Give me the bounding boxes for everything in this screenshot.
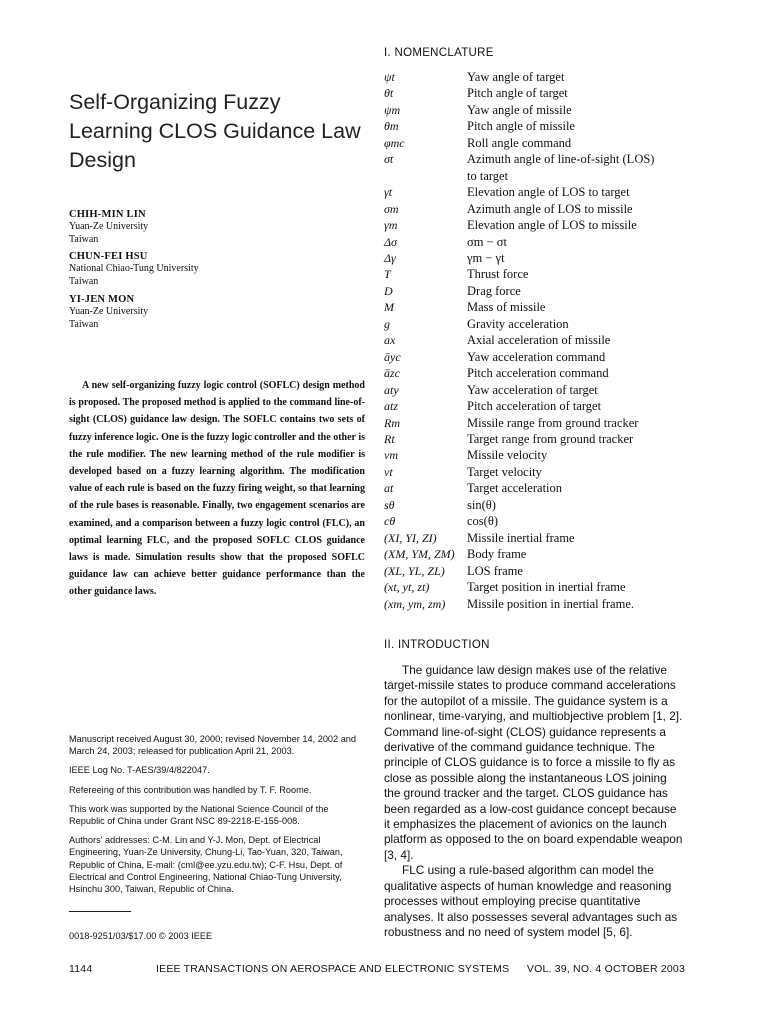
nomenclature-definition: Drag force xyxy=(467,283,521,298)
nomenclature-symbol: (XI, YI, ZI) xyxy=(384,530,437,545)
nomenclature-definition: Target acceleration xyxy=(467,481,563,496)
author-block xyxy=(69,250,359,288)
footnote-manuscript: Manuscript received August 30, 2000; revised November 14, 2002 and March 24, 2003; released for publication April 21, 2003. xyxy=(69,734,357,757)
nomenclature-definition: Missile range from ground tracker xyxy=(467,415,639,430)
nomenclature-row xyxy=(384,135,684,151)
nomenclature-row xyxy=(384,184,684,200)
nomenclature-row xyxy=(384,546,684,562)
nomenclature-definition: Target position in inertial frame xyxy=(467,580,626,595)
nomenclature-row xyxy=(384,579,684,595)
nomenclature-definition: Body frame xyxy=(467,547,527,562)
nomenclature-definition: Azimuth angle of LOS to missile xyxy=(467,201,633,216)
nomenclature-symbol: γt xyxy=(384,185,393,200)
nomenclature-row xyxy=(384,168,684,184)
author-block xyxy=(69,293,359,331)
nomenclature-symbol: θt xyxy=(384,86,394,101)
nomenclature-row xyxy=(384,234,684,250)
nomenclature-symbol: āyc xyxy=(384,349,401,364)
nomenclature-symbol: φmc xyxy=(384,135,405,150)
nomenclature-row xyxy=(384,316,684,332)
nomenclature-definition: Missile position in inertial frame. xyxy=(467,596,634,611)
nomenclature-row xyxy=(384,102,684,118)
nomenclature-definition: Gravity acceleration xyxy=(467,316,569,331)
nomenclature-row xyxy=(384,447,684,463)
nomenclature-symbol: Δγ xyxy=(384,250,396,265)
copyright-line: 0018-9251/03/$17.00 © 2003 IEEE xyxy=(69,931,213,941)
nomenclature-definition: LOS frame xyxy=(467,563,523,578)
footnote-addresses: Authors' addresses: C-M. Lin and Y-J. Mon, Dept. of Electrical Engineering, Yuan-Ze University, Chung-Li, Tao-Yuan, 320, Taiwan, Republic of China, E-mail: (cml@ee.yzu.edu.tw); C-F. Hsu, Dept. of Electrical and Control Engineering, National Chiao-Tung University, Hsinchu 300, Taiwan, Republic of China. xyxy=(69,835,343,895)
nomenclature-definition: σm − σt xyxy=(467,234,507,249)
nomenclature-row xyxy=(384,563,684,579)
nomenclature-symbol: aty xyxy=(384,382,399,397)
nomenclature-row xyxy=(384,464,684,480)
footnote-funding: This work was supported by the National Science Council of the Republic of China under Grant NSC 89-2218-E-155-008. xyxy=(69,803,329,827)
nomenclature-definition: γm − γt xyxy=(467,250,505,265)
nomenclature-row xyxy=(384,497,684,513)
footnote-divider xyxy=(69,911,131,912)
nomenclature-symbol: ax xyxy=(384,333,396,348)
nomenclature-symbol: D xyxy=(384,283,393,298)
author-country: Taiwan xyxy=(69,275,99,287)
nomenclature-symbol: M xyxy=(384,300,394,315)
nomenclature-symbol: Rm xyxy=(384,415,400,430)
author-affiliation: Yuan-Ze University xyxy=(69,221,149,232)
author-affiliation: Yuan-Ze University xyxy=(69,306,149,317)
nomenclature-row xyxy=(384,596,684,612)
nomenclature-row xyxy=(384,349,684,365)
nomenclature-row xyxy=(384,382,684,398)
nomenclature-definition: Pitch acceleration command xyxy=(467,366,609,381)
nomenclature-symbol: (XM, YM, ZM) xyxy=(384,547,455,562)
nomenclature-row xyxy=(384,299,684,315)
nomenclature-symbol: sθ xyxy=(384,497,395,512)
nomenclature-row xyxy=(384,513,684,529)
nomenclature-symbol: āzc xyxy=(384,366,400,381)
nomenclature-row xyxy=(384,69,684,85)
nomenclature-definition: Yaw angle of missile xyxy=(467,102,572,117)
nomenclature-definition: Pitch acceleration of target xyxy=(467,399,602,414)
nomenclature-row xyxy=(384,118,684,134)
nomenclature-row xyxy=(384,480,684,496)
intro-paragraph: FLC using a rule-based algorithm can model the qualitative aspects of human knowledge and reasoning processes without employing precise quantitative analyses. It also possesses several advantages such as robustness and no need of system model [5, 6]. xyxy=(384,863,678,939)
nomenclature-definition: Target velocity xyxy=(467,464,542,479)
nomenclature-definition: Azimuth angle of line-of-sight (LOS) xyxy=(467,152,655,167)
author-name: CHIH-MIN LIN xyxy=(69,209,146,220)
nomenclature-definition: Missile inertial frame xyxy=(467,530,575,545)
nomenclature-definition: Elevation angle of LOS to missile xyxy=(467,218,637,233)
nomenclature-definition: cos(θ) xyxy=(467,514,498,529)
nomenclature-row xyxy=(384,151,684,167)
author-country: Taiwan xyxy=(69,318,99,330)
volume-issue: VOL. 39, NO. 4 OCTOBER 2003 xyxy=(526,963,685,975)
section-heading-introduction: II. INTRODUCTION xyxy=(384,639,490,651)
nomenclature-row xyxy=(384,283,684,299)
nomenclature-symbol: Δσ xyxy=(384,234,397,249)
nomenclature-row xyxy=(384,250,684,266)
page-number: 1144 xyxy=(69,963,93,975)
nomenclature-definition: Roll angle command xyxy=(467,135,572,150)
nomenclature-definition: Pitch angle of missile xyxy=(467,119,575,134)
nomenclature-row xyxy=(384,415,684,431)
nomenclature-symbol: vm xyxy=(384,448,398,463)
nomenclature-symbol: atz xyxy=(384,399,399,414)
author-country: Taiwan xyxy=(69,233,99,245)
journal-name: IEEE TRANSACTIONS ON AEROSPACE AND ELECTRONIC SYSTEMS xyxy=(156,963,510,975)
nomenclature-symbol: θm xyxy=(384,119,399,134)
author-name: CHUN-FEI HSU xyxy=(69,251,148,262)
nomenclature-definition: Missile velocity xyxy=(467,448,548,463)
nomenclature-symbol: σt xyxy=(384,152,394,167)
nomenclature-symbol: ψm xyxy=(384,102,401,117)
nomenclature-definition: Thrust force xyxy=(467,267,529,282)
section-heading-nomenclature: I. NOMENCLATURE xyxy=(384,47,494,59)
nomenclature-symbol: γm xyxy=(384,218,398,233)
nomenclature-symbol: σm xyxy=(384,201,399,216)
footnotes xyxy=(69,733,365,902)
nomenclature-row xyxy=(384,201,684,217)
nomenclature-definition: Yaw angle of target xyxy=(467,70,565,84)
nomenclature-symbol: cθ xyxy=(384,514,396,529)
nomenclature-row xyxy=(384,332,684,348)
paper-title: Self-Organizing Fuzzy Learning CLOS Guidance Law Design xyxy=(69,90,361,172)
nomenclature-symbol: ψt xyxy=(384,70,395,84)
author-name: YI-JEN MON xyxy=(69,294,135,305)
introduction-body xyxy=(384,663,684,940)
nomenclature-definition: to target xyxy=(467,168,509,183)
nomenclature-symbol xyxy=(384,168,467,184)
nomenclature-symbol: Rt xyxy=(384,431,395,446)
nomenclature-list xyxy=(384,69,684,612)
nomenclature-symbol: T xyxy=(384,267,391,282)
nomenclature-definition: Pitch angle of target xyxy=(467,86,568,101)
footnote-referee: Refereeing of this contribution was handled by T. F. Roome. xyxy=(69,784,312,795)
nomenclature-row xyxy=(384,398,684,414)
nomenclature-row xyxy=(384,217,684,233)
nomenclature-definition: Axial acceleration of missile xyxy=(467,333,611,348)
nomenclature-row xyxy=(384,266,684,282)
nomenclature-definition: sin(θ) xyxy=(467,497,496,512)
nomenclature-row xyxy=(384,365,684,381)
abstract: A new self-organizing fuzzy logic control (SOFLC) design method is proposed. The proposed method is applied to the command line-of-sight (CLOS) guidance law design. The SOFLC contains two sets of fuzzy inference logic. One is the fuzzy logic controller and the other is the rule modifier. The new learning method of the rule modifier is developed based on a fuzzy learning algorithm. The modification value of each rule is based on the fuzzy firing weight, so that learning of the rule bases is reasonable. Finally, two engagement scenarios are examined, and a comparison between a fuzzy logic control (FLC), an optimal learning FLC, and the proposed SOFLC CLOS guidance laws is made. Simulation results show that the proposed SOFLC guidance law can achieve better guidance performance than the other guidance laws. xyxy=(69,380,365,598)
nomenclature-symbol: (XL, YL, ZL) xyxy=(384,563,445,578)
nomenclature-symbol: vt xyxy=(384,464,393,479)
nomenclature-row xyxy=(384,85,684,101)
author-block xyxy=(69,208,359,246)
nomenclature-row xyxy=(384,431,684,447)
nomenclature-row xyxy=(384,530,684,546)
intro-paragraph: The guidance law design makes use of the relative target-missile states to produce command accelerations for the autopilot of a missile. The guidance system is a nonlinear, time-varying, and multiobjective problem [1, 2]. Command line-of-sight (CLOS) guidance represents a derivative of the command guidance technique. The principle of CLOS guidance is to force a missile to fly as close as possible along the instantaneous LOS joining the ground tracker and the target. CLOS guidance has been regarded as a low-cost guidance concept because it emphasizes the placement of avionics on the launch platform as opposed to the on board expendable weapon [3, 4]. xyxy=(384,663,683,862)
nomenclature-symbol: g xyxy=(384,316,390,331)
author-affiliation: National Chiao-Tung University xyxy=(69,263,199,274)
nomenclature-symbol: (xt, yt, zt) xyxy=(384,580,430,595)
nomenclature-symbol: (xm, ym, zm) xyxy=(384,596,446,611)
nomenclature-definition: Mass of missile xyxy=(467,300,546,315)
nomenclature-definition: Target range from ground tracker xyxy=(467,431,634,446)
nomenclature-definition: Elevation angle of LOS to target xyxy=(467,185,630,200)
footnote-log: IEEE Log No. T-AES/39/4/822047. xyxy=(69,765,210,776)
nomenclature-definition: Yaw acceleration command xyxy=(467,349,606,364)
nomenclature-symbol: at xyxy=(384,481,394,496)
nomenclature-definition: Yaw acceleration of target xyxy=(467,382,598,397)
